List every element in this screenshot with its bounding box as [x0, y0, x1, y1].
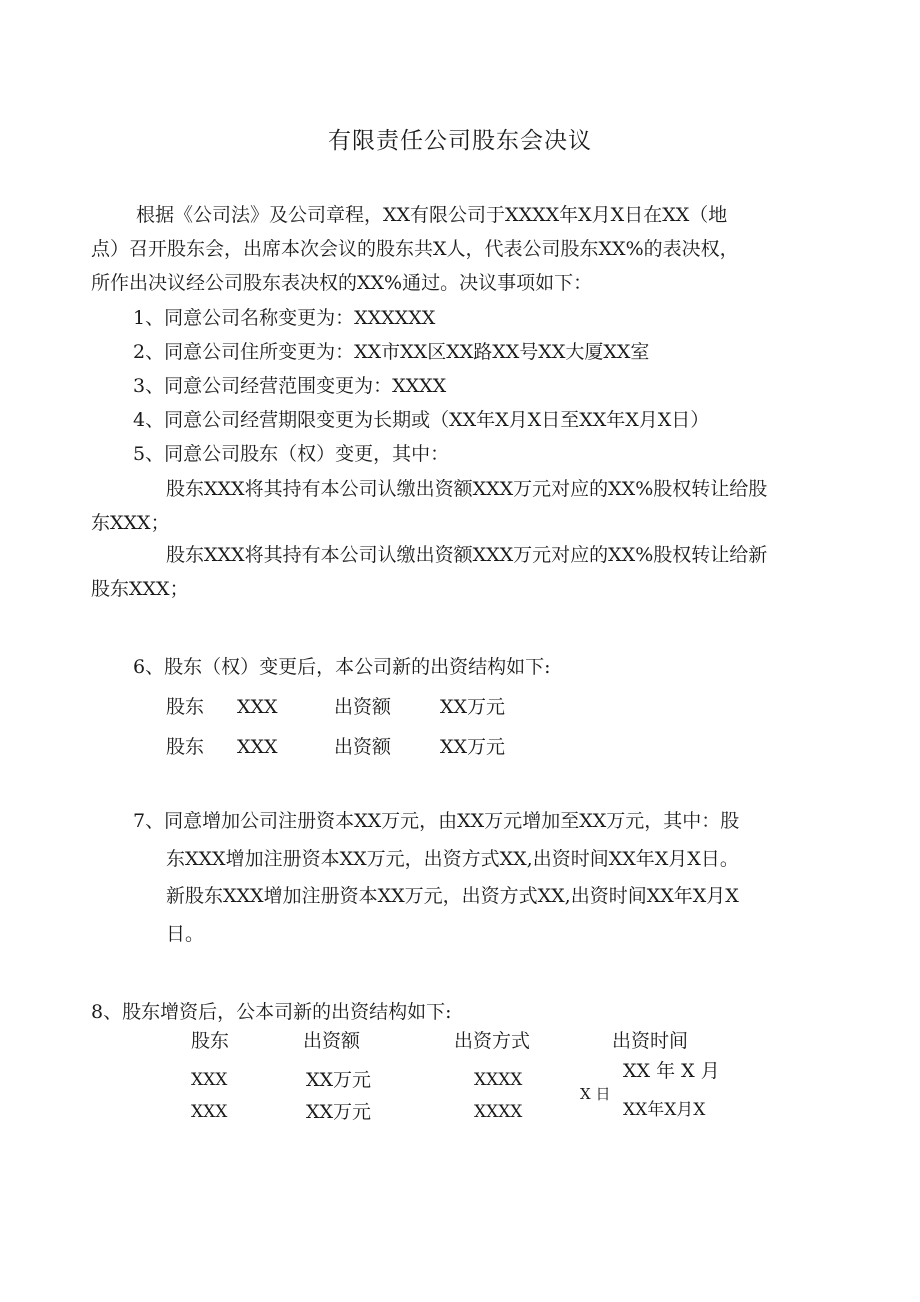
- item-7-line-4: 日。: [166, 923, 205, 945]
- amount-value: XX万元: [306, 1069, 372, 1091]
- time-value: XX 年 X 月: [623, 1060, 720, 1082]
- transfer-1-line-2: 东XXX；: [91, 512, 170, 534]
- time-value: XX年X月X: [623, 1100, 706, 1120]
- amount-value: XX万元: [440, 736, 506, 758]
- item-7-line-1: 7、同意增加公司注册资本XX万元，由XX万元增加至XX万元，其中：股: [133, 810, 740, 832]
- shareholder-name: XXX: [191, 1070, 228, 1090]
- column-header-amount: 出资额: [303, 1030, 361, 1052]
- transfer-2-line-1: 股东XXX将其持有本公司认缴出资额XXX万元对应的XX%股权转让给新: [166, 544, 768, 566]
- resolution-item-5: 5、同意公司股东（权）变更，其中：: [133, 443, 450, 465]
- document-title: 有限责任公司股东会决议: [328, 128, 592, 154]
- column-header-method: 出资方式: [454, 1030, 531, 1052]
- intro-line-2: 点）召开股东会，出席本次会议的股东共X人，代表公司股东XX%的表决权，: [91, 238, 739, 260]
- clipped-fragment: X 日: [580, 1085, 611, 1103]
- amount-value: XX万元: [440, 696, 506, 718]
- resolution-item-3: 3、同意公司经营范围变更为：XXXX: [133, 375, 447, 397]
- item-6-heading: 6、股东（权）变更后，本公司新的出资结构如下:: [133, 656, 551, 678]
- item-8-heading: 8、股东增资后，公本司新的出资结构如下:: [91, 1001, 452, 1023]
- column-header-shareholder: 股东: [191, 1030, 230, 1052]
- resolution-item-1: 1、同意公司名称变更为：XXXXXX: [133, 307, 436, 329]
- resolution-item-2: 2、同意公司住所变更为：XX市XX区XX路XX号XX大厦XX室: [133, 341, 650, 363]
- shareholder-name: XXX: [237, 696, 278, 718]
- resolution-item-4: 4、同意公司经营期限变更为长期或（XX年X月X日至XX年X月X日）: [133, 409, 710, 431]
- transfer-1-line-1: 股东XXX将其持有本公司认缴出资额XXX万元对应的XX%股权转让给股: [166, 478, 768, 500]
- shareholder-label: 股东: [166, 736, 205, 758]
- intro-line-3: 所作出决议经公司股东表决权的XX%通过。决议事项如下：: [91, 272, 593, 294]
- intro-line-1: 根据《公司法》及公司章程，XX有限公司于XXXX年X月X日在XX（地: [136, 204, 728, 226]
- amount-label: 出资额: [334, 696, 392, 718]
- shareholder-label: 股东: [166, 696, 205, 718]
- shareholder-name: XXX: [191, 1102, 228, 1122]
- method-value: XXXX: [474, 1070, 523, 1090]
- column-header-time: 出资时间: [612, 1030, 689, 1052]
- amount-value: XX万元: [306, 1101, 372, 1123]
- transfer-2-line-2: 股东XXX；: [91, 578, 189, 600]
- item-7-line-3: 新股东XXX增加注册资本XX万元，出资方式XX,出资时间XX年X月X: [166, 885, 739, 907]
- method-value: XXXX: [474, 1102, 523, 1122]
- item-7-line-2: 东XXX增加注册资本XX万元，出资方式XX,出资时间XX年X月X日。: [166, 848, 739, 870]
- amount-label: 出资额: [334, 736, 392, 758]
- shareholder-name: XXX: [237, 736, 278, 758]
